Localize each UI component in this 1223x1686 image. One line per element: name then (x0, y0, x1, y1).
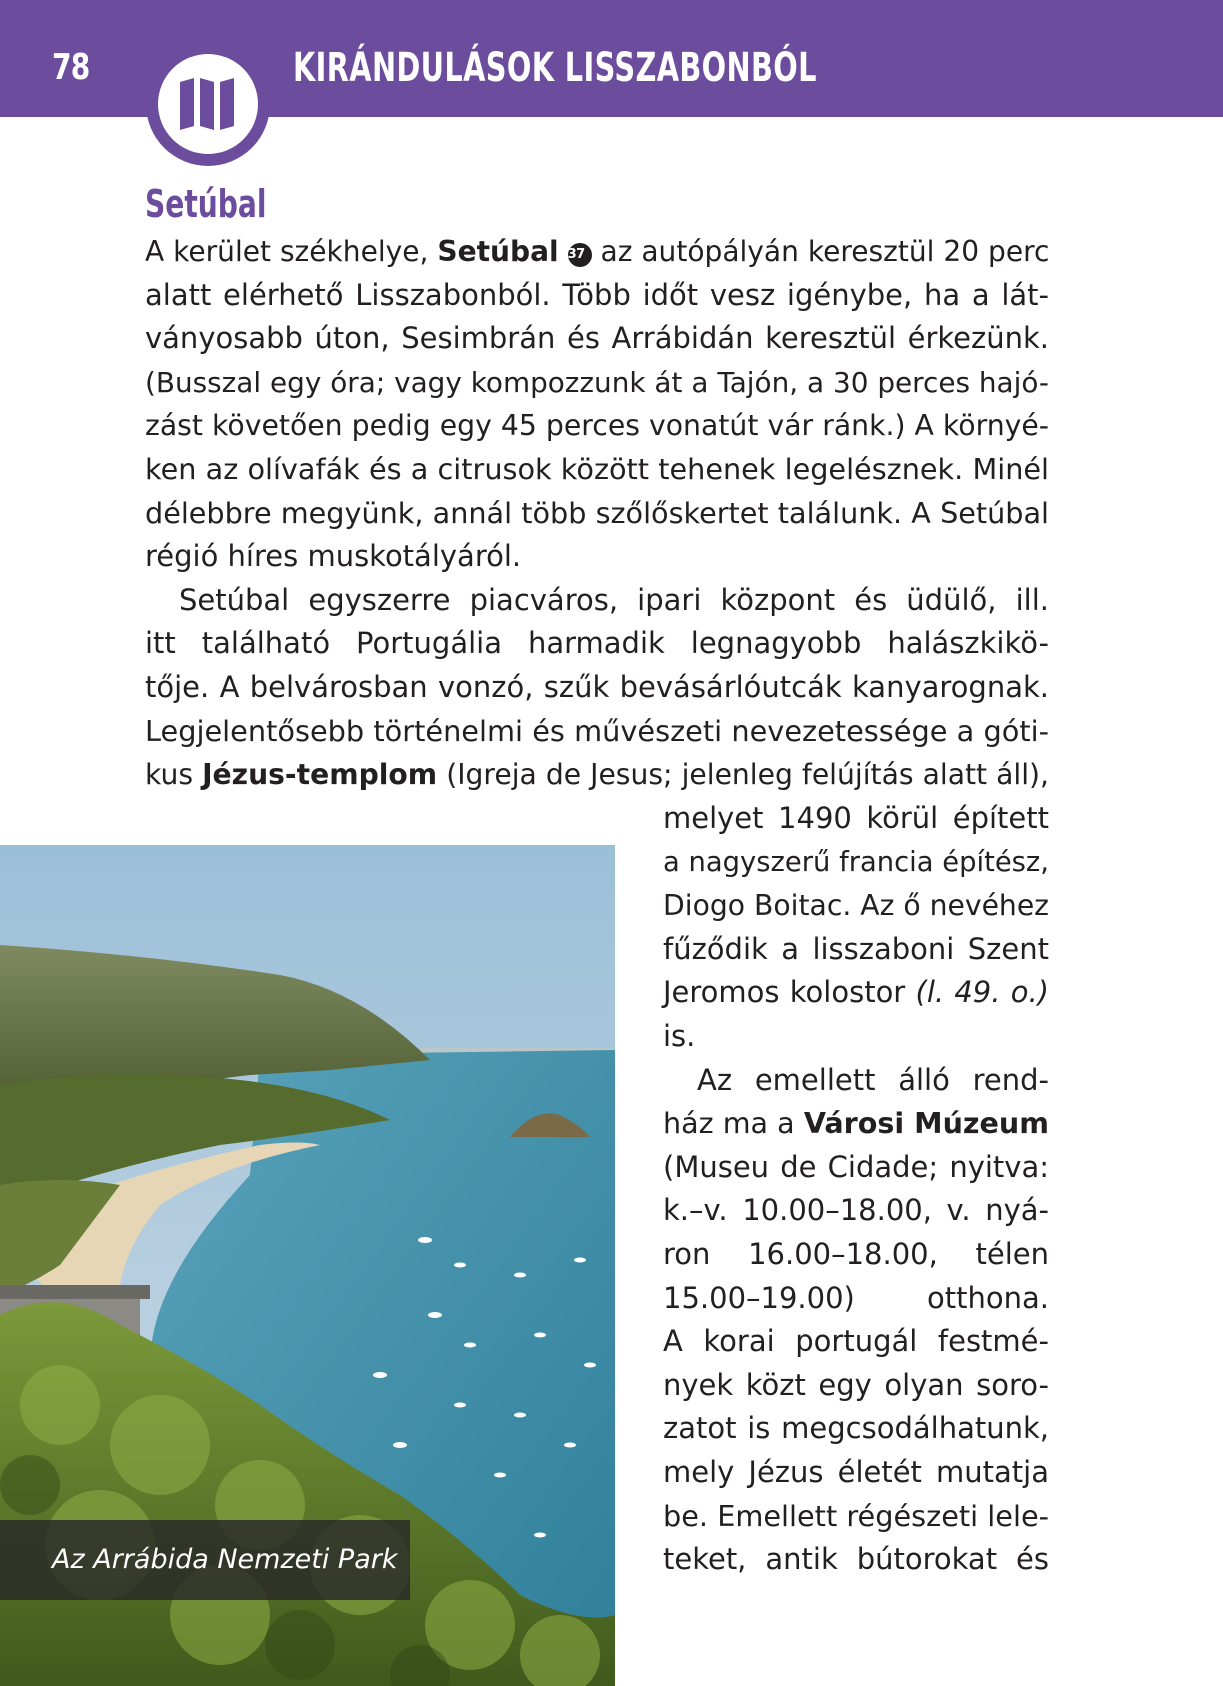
bold-term-setubal: Setúbal (437, 235, 559, 268)
text-line: ház ma a Városi Múzeum (663, 1106, 1049, 1141)
bold-term-varosi-muzeum: Városi Múzeum (803, 1106, 1049, 1141)
article-main-text (145, 230, 1049, 797)
text-line: A kerület székhelye, Setúbal 37 az autópályán keresztül 20 perc (145, 235, 1050, 268)
book-icon (178, 76, 238, 132)
text-line: teket, antik bútorokat és (663, 1542, 1049, 1577)
text-line: délebbre megyünk, annál több szőlőskertet találunk. A Setúbal (145, 495, 1049, 530)
bold-term-jezus-templom: Jézus-templom (202, 758, 438, 792)
text-line: itt található Portugália harmadik legnagyobb halászkikö- (145, 626, 1049, 661)
text-line: régió híres muskotályáról. (145, 539, 522, 574)
text-line: zatot is megcsodálhatunk, (663, 1411, 1049, 1446)
page-reference: (l. 49. o.) (915, 975, 1049, 1010)
text-line: Setúbal egyszerre piacváros, ipari központ és üdülő, ill. (179, 582, 1049, 617)
article-heading: Setúbal (145, 182, 267, 226)
text-line: Legjelentősebb történelmi és művészeti nevezetessége a góti- (145, 713, 1049, 748)
chapter-badge (146, 42, 270, 166)
text-line: 15.00–19.00) otthona. (663, 1280, 1049, 1315)
text-line: tője. A belvárosban vonzó, szűk bevásárlóutcák kanyarognak. (145, 669, 1049, 704)
text-line: (Busszal egy óra; vagy kompozzunk át a Tajón, a 30 perces hajó- (145, 365, 1049, 399)
text-line: melyet 1490 körül épített (663, 801, 1049, 835)
text-line: A korai portugál festmé- (663, 1324, 1049, 1359)
text-line: k.–v. 10.00–18.00, v. nyá- (663, 1193, 1049, 1228)
text-line: is. (663, 1018, 696, 1053)
text-line: zást követően pedig egy 45 perces vonatút vár ránk.) A környé- (145, 409, 1049, 443)
photo-caption-box (0, 1520, 410, 1600)
text-line: Az emellett álló rend- (697, 1062, 1049, 1097)
text-line: alatt elérhető Lisszabonból. Több időt vesz igénybe, ha a lát- (145, 277, 1049, 312)
photo-caption: Az Arrábida Nemzeti Park (52, 1544, 398, 1575)
section-title: KIRÁNDULÁSOK LISSZABONBÓL (293, 45, 817, 91)
text-line: be. Emellett régészeti lele- (663, 1498, 1049, 1533)
text-line: ken az olívafák és a citrusok között tehenek legelésznek. Minél (145, 451, 1049, 486)
text-line: fűződik a lisszaboni Szent (663, 931, 1049, 966)
article-side-text (663, 797, 1049, 1582)
page-number: 78 (52, 47, 90, 88)
text-line: (Museu de Cidade; nyitva: (663, 1149, 1049, 1184)
text-line: Jeromos kolostor (l. 49. o.) (663, 975, 1049, 1010)
map-marker-badge: 37 (568, 243, 592, 267)
text-line: ványosabb úton, Sesimbrán és Arrábidán keresztül érkezünk. (145, 321, 1049, 356)
text-line: Diogo Boitac. Az ő nevéhez (663, 889, 1049, 923)
text-line: nyek közt egy olyan soro- (663, 1367, 1049, 1402)
landscape-photo (0, 845, 615, 1686)
text-line: a nagyszerű francia építész, (663, 846, 1049, 878)
text-line: ron 16.00–18.00, télen (663, 1236, 1049, 1271)
text-line: mely Jézus életét mutatja (663, 1454, 1049, 1489)
text-line: kus Jézus-templom (Igreja de Jesus; jelenleg felújítás alatt áll), (145, 758, 1050, 792)
